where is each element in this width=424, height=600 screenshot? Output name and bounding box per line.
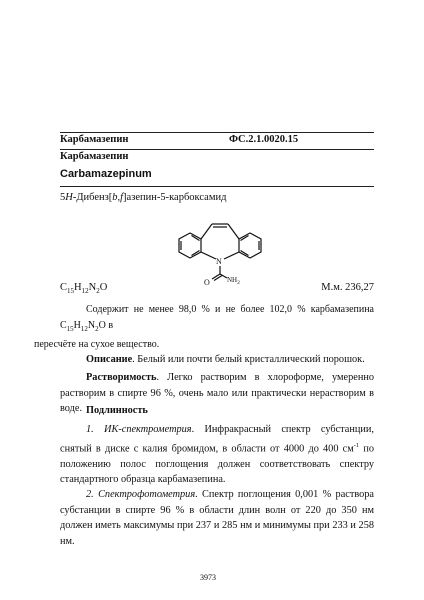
- monograph-name: Карбамазепин: [60, 134, 129, 145]
- ir-paragraph: 1. ИК-спектрометрия. Инфракрасный спектр субстанции, снятый в диске с калия бромидом, в области от 4000 до 400 $см^{-1}$ по положению полос поглощения должен соответствовать спектру стандартного образца карбамазепина.: [60, 424, 374, 486]
- description-paragraph: Описание. Белый или почти белый кристаллический порошок.: [86, 354, 365, 365]
- content-paragraph: Содержит не менее 98,0 % и не более 102,0 % карбамазепина $C_{15}H_{12}N_2O$ в пересчёте на сухое вещество.: [34, 304, 374, 351]
- monograph-code: ФС.2.1.0020.15: [229, 134, 299, 145]
- carbamazepine-structure: [170, 208, 280, 286]
- solubility-paragraph: Растворимость. Легко растворим в хлороформе, умеренно растворим в спирте 96 %, очень мало или практически нерастворим в воде.: [60, 372, 374, 415]
- chemical-name: 5H-Дибенз[b,f]азепин-5-карбоксамид: [60, 192, 227, 203]
- title-rule: [60, 186, 374, 187]
- page-number: 3973: [200, 573, 216, 582]
- header-rule: [60, 149, 374, 150]
- atom-o: O: [204, 278, 210, 286]
- monograph-name-repeat: Карбамазепин: [60, 151, 129, 162]
- uv-paragraph: 2. Спектрофотометрия. Спектр поглощения 0,001 % раствора субстанции в спирте 96 % в области длин волн от 220 до 350 нм должен иметь максимумы при 237 и 285 нм и минимумы при 233 и 258 нм.: [60, 489, 374, 547]
- identity-heading: Подлинность: [86, 405, 148, 416]
- atom-nh2: $NH_2$: [227, 276, 240, 286]
- molecular-mass: М.м. 236,27: [321, 282, 374, 293]
- top-rule: [60, 132, 374, 133]
- atom-n: N: [216, 257, 222, 266]
- latin-name: Carbamazepinum: [60, 168, 152, 180]
- molecular-formula: $C_{15}H_{12}N_2O$: [60, 282, 108, 296]
